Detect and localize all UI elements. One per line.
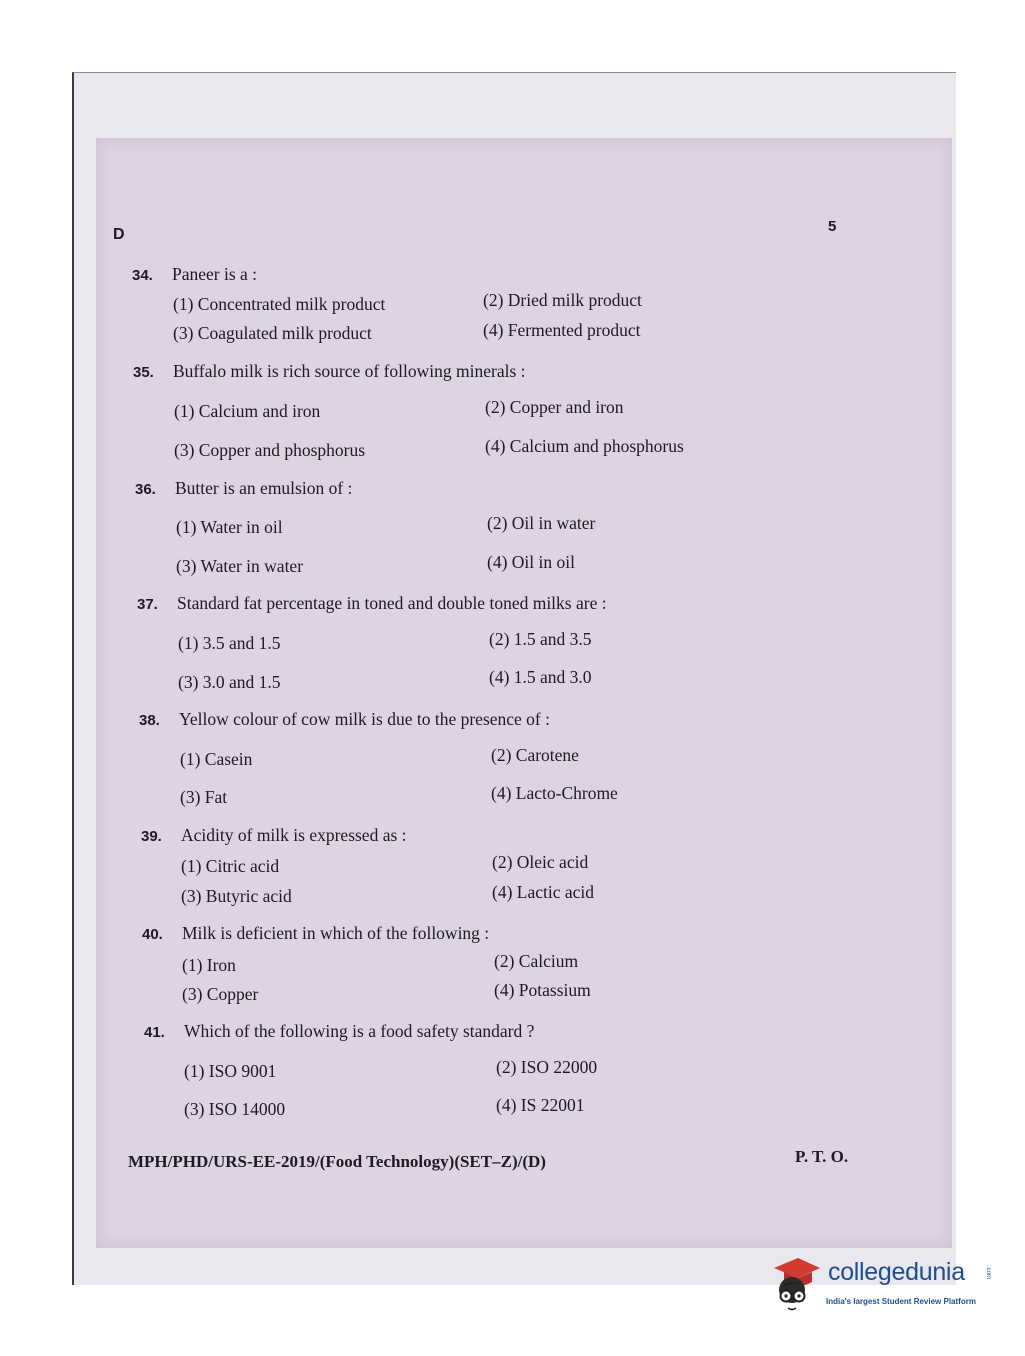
option-40-1: (1) Iron — [182, 955, 236, 975]
option-38-3: (3) Fat — [180, 787, 228, 807]
question-text: Buffalo milk is rich source of following minerals : — [173, 361, 526, 381]
option-36-2: (2) Oil in water — [487, 513, 596, 533]
option-35-4: (4) Calcium and phosphorus — [485, 436, 684, 456]
option-41-3: (3) ISO 14000 — [184, 1099, 286, 1119]
collegedunia-watermark — [768, 1252, 998, 1314]
option-39-3: (3) Butyric acid — [181, 886, 292, 906]
question-text: Acidity of milk is expressed as : — [181, 825, 407, 845]
question-number: 38. — [139, 712, 160, 729]
option-40-2: (2) Calcium — [494, 951, 579, 971]
option-36-3: (3) Water in water — [176, 556, 304, 576]
set-letter: D — [113, 226, 125, 243]
question-number: 36. — [135, 481, 156, 498]
question-text: Paneer is a : — [172, 264, 258, 284]
question-text: Milk is deficient in which of the following : — [182, 923, 490, 943]
option-39-1: (1) Citric acid — [181, 856, 280, 876]
question-36 — [135, 478, 352, 499]
question-35 — [133, 361, 526, 382]
option-38-2: (2) Carotene — [491, 745, 579, 765]
question-40 — [142, 923, 489, 944]
option-34-2: (2) Dried milk product — [483, 290, 642, 310]
question-37 — [137, 593, 607, 614]
collegedunia-logo-icon — [768, 1252, 824, 1314]
option-41-2: (2) ISO 22000 — [496, 1057, 598, 1077]
option-36-1: (1) Water in oil — [176, 517, 283, 537]
option-35-2: (2) Copper and iron — [485, 397, 624, 417]
option-39-4: (4) Lactic acid — [492, 882, 595, 902]
paper-code: MPH/PHD/URS-EE-2019/(Food Technology)(SET–Z)/(D) — [128, 1152, 546, 1171]
option-39-2: (2) Oleic acid — [492, 852, 589, 872]
option-40-4: (4) Potassium — [494, 980, 591, 1000]
option-40-3: (3) Copper — [182, 984, 259, 1004]
question-number: 35. — [133, 364, 154, 381]
option-34-1: (1) Concentrated milk product — [173, 294, 386, 314]
question-39 — [141, 825, 407, 846]
option-34-4: (4) Fermented product — [483, 320, 641, 340]
question-number: 40. — [142, 926, 163, 943]
option-41-1: (1) ISO 9001 — [184, 1061, 277, 1081]
option-37-2: (2) 1.5 and 3.5 — [489, 629, 592, 649]
question-text: Yellow colour of cow milk is due to the presence of : — [179, 709, 550, 729]
question-text: Standard fat percentage in toned and double toned milks are : — [177, 593, 607, 613]
question-text: Which of the following is a food safety standard ? — [184, 1021, 535, 1041]
brand-suffix: .com — [985, 1266, 991, 1280]
question-number: 34. — [132, 267, 153, 284]
question-number: 39. — [141, 828, 162, 845]
brand-name: collegedunia — [828, 1258, 965, 1286]
pto-marker: P. T. O. — [795, 1147, 849, 1166]
question-38 — [139, 709, 550, 730]
option-37-1: (1) 3.5 and 1.5 — [178, 633, 281, 653]
option-37-3: (3) 3.0 and 1.5 — [178, 672, 281, 692]
option-35-3: (3) Copper and phosphorus — [174, 440, 366, 460]
question-41 — [144, 1021, 534, 1042]
question-text: Butter is an emulsion of : — [175, 478, 353, 498]
option-35-1: (1) Calcium and iron — [174, 401, 321, 421]
option-34-3: (3) Coagulated milk product — [173, 323, 372, 343]
option-41-4: (4) IS 22001 — [496, 1095, 585, 1115]
question-34 — [132, 264, 257, 285]
option-37-4: (4) 1.5 and 3.0 — [489, 667, 592, 687]
option-38-4: (4) Lacto-Chrome — [491, 783, 618, 803]
option-36-4: (4) Oil in oil — [487, 552, 575, 572]
page-number: 5 — [828, 218, 837, 235]
option-38-1: (1) Casein — [180, 749, 253, 769]
brand-tagline: India's largest Student Review Platform — [826, 1297, 976, 1306]
question-number: 37. — [137, 596, 158, 613]
question-number: 41. — [144, 1024, 165, 1041]
